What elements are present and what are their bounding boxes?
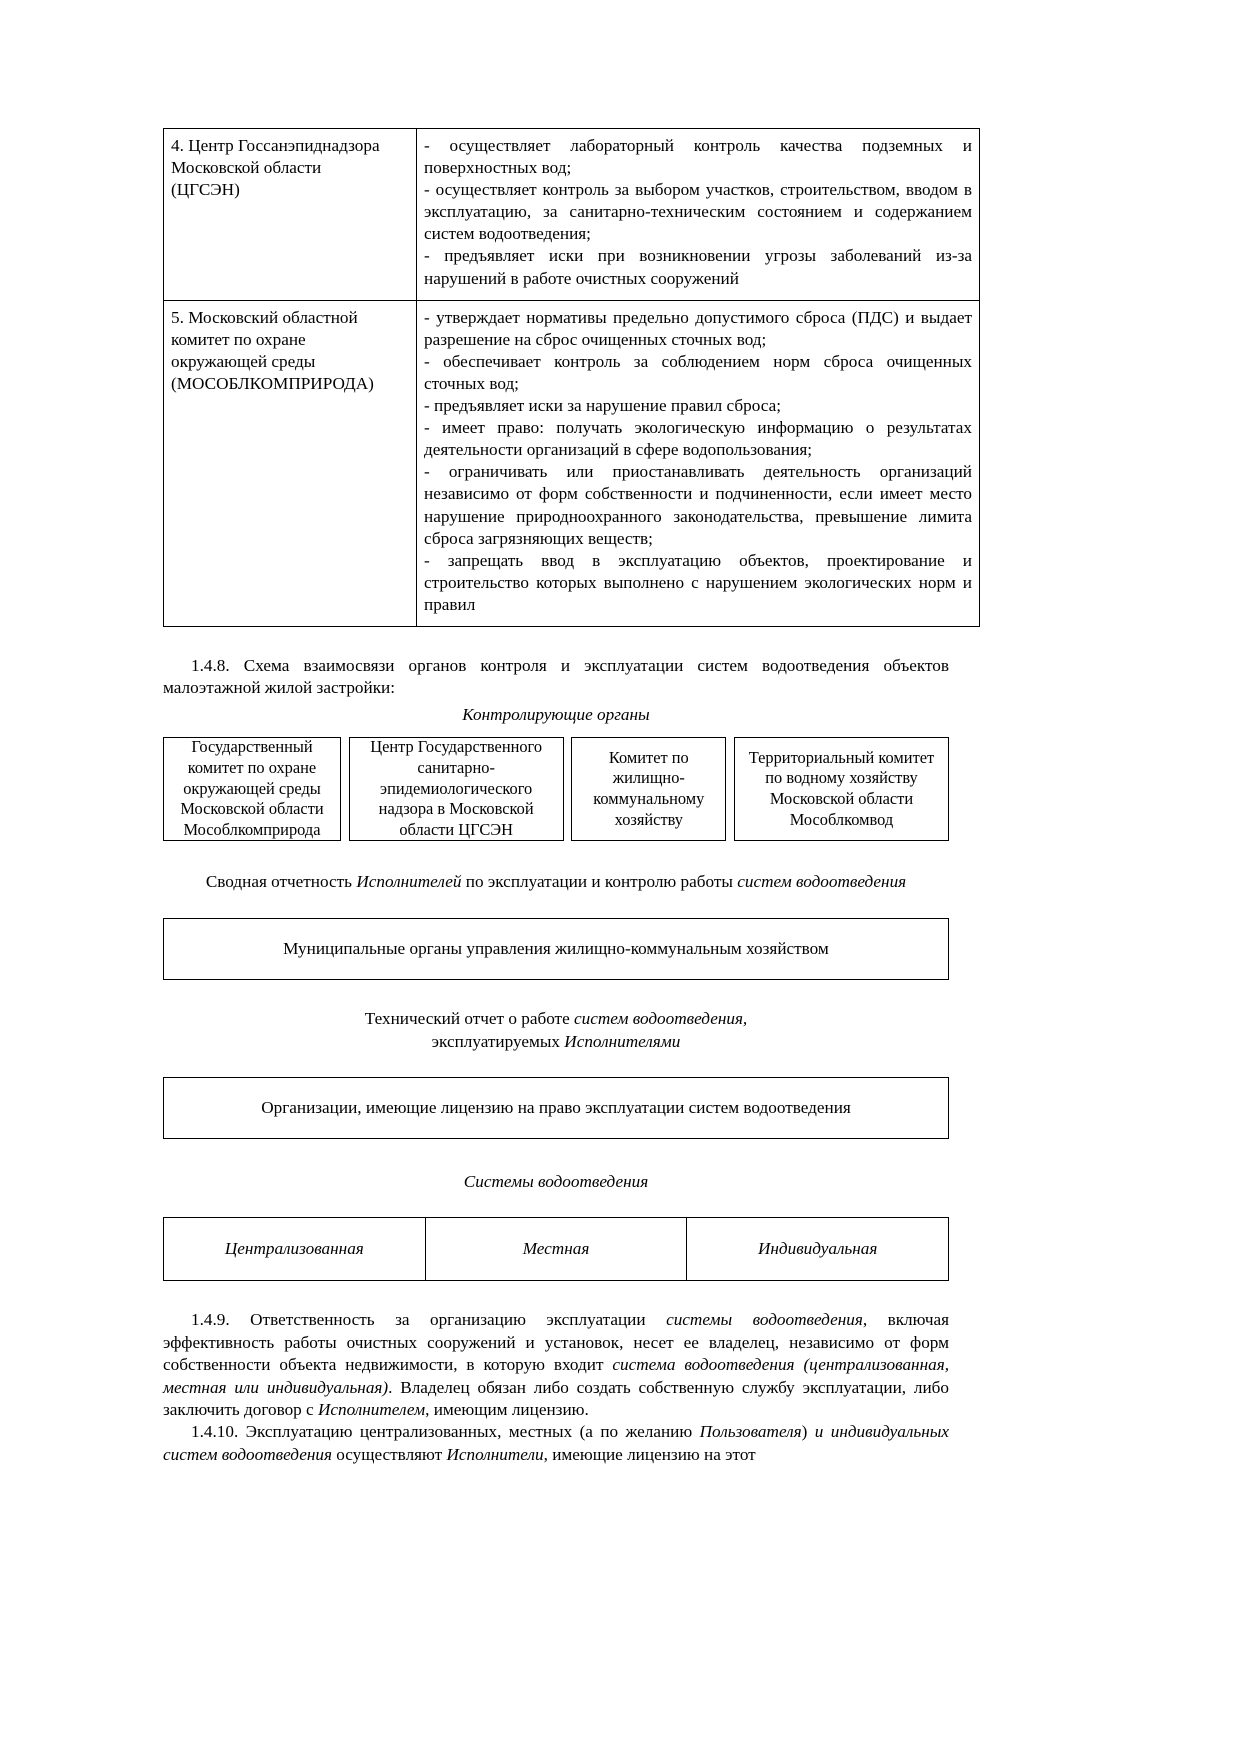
clause-1-4-10 [163, 1421, 949, 1466]
control-body-box: Территориальный комитет по водному хозяйству Московской области Мособлкомвод [734, 737, 949, 841]
duties-cell [417, 300, 980, 626]
control-body-box: Государственный комитет по охране окружающей среды Московской области Мособлкомприрода [163, 737, 341, 841]
org-line: 5. Московский областной [171, 307, 358, 327]
clause-text: ) [801, 1422, 815, 1442]
connector-text-part: эксплуатируемых [431, 1031, 565, 1051]
duty-item: - предъявляет иски за нарушение правил сброса; [424, 396, 781, 416]
system-type-cell: Централизованная [224, 1239, 364, 1259]
systems-heading: Системы водоотведения [463, 1172, 649, 1192]
duty-item: - обеспечивает контроль за соблюдением норм сброса очищенных сточных вод; [424, 351, 972, 393]
duty-item: - осуществляет лабораторный контроль качества подземных и поверхностных вод; [424, 136, 972, 178]
clause-text: , включая эффективность работы очистных сооружений и установок, несет ее владелец, независимо от форм собственности объекта недвижимости, в которую входит [163, 1310, 949, 1375]
clause-emphasis: Исполнителем [317, 1399, 426, 1419]
org-line: Московской области [171, 158, 322, 178]
clause-text: , имеющие лицензию на этот [543, 1444, 756, 1464]
system-type-cell: Местная [425, 1218, 687, 1280]
connector-text-part: по эксплуатации и контролю работы [461, 872, 738, 892]
connector-label-technical-report [163, 1008, 949, 1053]
clause-1-4-8: 1.4.8. Схема взаимосвязи органов контроля и эксплуатации систем водоотведения объектов малоэтажной жилой застройки: [163, 655, 949, 698]
connector-line-2 [163, 1031, 949, 1053]
control-bodies-row [163, 737, 949, 841]
clause-emphasis: и индивидуальных систем водоотведения [163, 1422, 949, 1464]
diagram-heading-control-bodies: Контролирующие органы [462, 704, 650, 724]
org-line: комитет по охране [171, 329, 306, 349]
licensed-organizations-box: Организации, имеющие лицензию на право эксплуатации систем водоотведения [163, 1077, 949, 1139]
duty-item: - предъявляет иски при возникновении угрозы заболеваний из-за нарушений в работе очистных сооружений [424, 246, 972, 288]
connector-label-summary-report [163, 871, 949, 893]
clause-1-4-9 [163, 1309, 949, 1421]
clause-emphasis: система водоотведения (централизованная, местная или индивидуальная) [163, 1355, 949, 1397]
connector-text-emphasis: систем водоотведения [737, 872, 907, 892]
document-page [163, 0, 972, 1466]
org-line: (МОСОБЛКОМПРИРОДА) [171, 373, 374, 393]
duty-item: - утверждает нормативы предельно допустимого сброса (ПДС) и выдает разрешение на сброс очищенных сточных вод; [424, 307, 972, 349]
system-types-row [163, 1217, 949, 1281]
clause-emphasis: Исполнители [446, 1444, 544, 1464]
duty-item: - осуществляет контроль за выбором участков, строительством, вводом в эксплуатацию, за санитарно-техническим состоянием и содержанием систем водоотведения; [424, 180, 972, 244]
connector-line-1 [163, 1008, 949, 1030]
clause-text: осуществляют [331, 1444, 447, 1464]
duty-item: - ограничивать или приостанавливать деятельность организаций независимо от форм собственности и подчиненности, если имеет место нарушение природноохранного законодательства, превышение лимита сброса загрязняющих веществ; [424, 462, 972, 548]
clause-text: 1.4.10. Эксплуатацию централизованных, местных (а по желанию [191, 1422, 700, 1442]
clause-emphasis: системы водоотведения [666, 1310, 863, 1330]
connector-text-emphasis: Исполнителями [564, 1031, 681, 1051]
municipal-authorities-box: Муниципальные органы управления жилищно-коммунальным хозяйством [163, 918, 949, 980]
duties-cell [417, 129, 980, 301]
responsibilities-table [163, 128, 980, 627]
table-row [164, 300, 980, 626]
org-line: (ЦГСЭН) [171, 180, 240, 200]
clause-emphasis: Пользователя [699, 1422, 802, 1442]
connector-text-part: Технический отчет о работе [364, 1009, 574, 1029]
clause-text: . Владелец обязан либо создать собственную службу эксплуатации, либо заключить договор с [163, 1377, 949, 1419]
org-line: окружающей среды [171, 351, 316, 371]
org-line: 4. Центр Госсанэпиднадзора [171, 136, 380, 155]
connector-text-part: Сводная отчетность [205, 872, 357, 892]
connector-text-emphasis: систем водоотведения, [574, 1009, 748, 1029]
control-body-box: Центр Государственного санитарно-эпидемиологического надзора в Московской области ЦГСЭН [349, 737, 564, 841]
connector-text-emphasis: Исполнителей [356, 872, 462, 892]
system-type-cell: Индивидуальная [686, 1218, 948, 1280]
clause-text: , имеющим лицензию. [425, 1399, 589, 1419]
organization-cell [164, 300, 417, 626]
duty-item: - запрещать ввод в эксплуатацию объектов, проектирование и строительство которых выполнено с нарушением экологических норм и правил [424, 550, 972, 614]
control-body-box: Комитет по жилищно-коммунальному хозяйству [571, 737, 726, 841]
organization-cell [164, 129, 417, 301]
clause-text: 1.4.9. Ответственность за организацию эксплуатации [191, 1310, 667, 1330]
duty-item: - имеет право: получать экологическую информацию о результатах деятельности организаций в сфере водопользования; [424, 418, 972, 460]
table-row [164, 129, 980, 301]
